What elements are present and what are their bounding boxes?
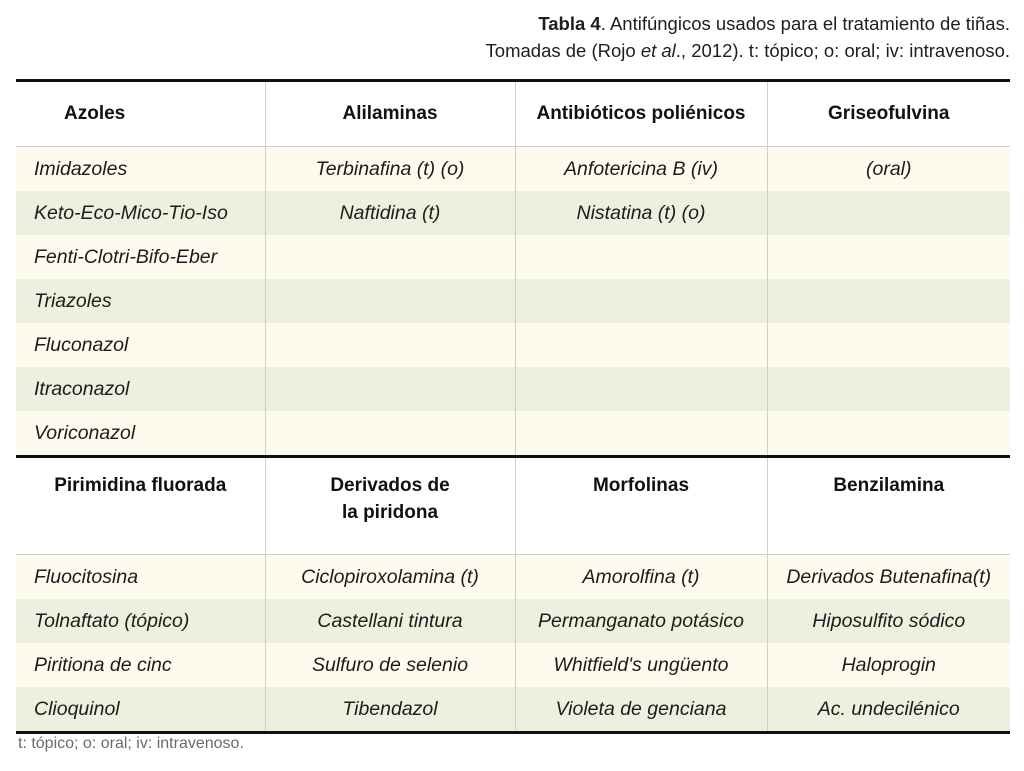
table-row [16, 191, 1010, 235]
table-cell: Whitfield's ungüento [515, 643, 767, 687]
table-cell [515, 323, 767, 367]
table-cell: Anfotericina B (iv) [515, 147, 767, 192]
caption-source-italic: et al [640, 40, 676, 61]
header-pirimidina-fluorada: Pirimidina fluorada [16, 457, 265, 555]
table-cell [767, 279, 1010, 323]
header-derivados-line-2: la piridona [341, 502, 439, 523]
table-cell: Triazoles [16, 279, 265, 323]
table-cell [515, 411, 767, 457]
table-cell [767, 323, 1010, 367]
table-cell: Tibendazol [265, 687, 515, 733]
table-cell [515, 279, 767, 323]
header-derivados-piridona [265, 457, 515, 555]
table-row [16, 367, 1010, 411]
header-alilaminas: Alilaminas [265, 81, 515, 147]
table-cell: Amorolfina (t) [515, 555, 767, 600]
table-cell [265, 411, 515, 457]
table-row [16, 411, 1010, 457]
table-cell [515, 367, 767, 411]
table-row [16, 235, 1010, 279]
header-antibioticos-polienicos: Antibióticos poliénicos [515, 81, 767, 147]
table-cell: Naftidina (t) [265, 191, 515, 235]
header-griseofulvina: Griseofulvina [767, 81, 1010, 147]
antifungal-table [16, 79, 1010, 734]
table-cell [265, 235, 515, 279]
table-cell: Fluocitosina [16, 555, 265, 600]
table-row [16, 147, 1010, 192]
header-azoles: Azoles [16, 81, 265, 147]
table-row [16, 555, 1010, 600]
table-row [16, 599, 1010, 643]
table-cell [767, 367, 1010, 411]
table-cell: Piritiona de cinc [16, 643, 265, 687]
table-cell: Terbinafina (t) (o) [265, 147, 515, 192]
table-cell: Fenti-Clotri-Bifo-Eber [16, 235, 265, 279]
table-cell: Permanganato potásico [515, 599, 767, 643]
table-cell: Castellani tintura [265, 599, 515, 643]
table-cell: Ciclopiroxolamina (t) [265, 555, 515, 600]
table-cell: Tolnaftato (tópico) [16, 599, 265, 643]
caption-source-prefix: Tomadas de (Rojo [485, 40, 641, 61]
table-cell: Clioquinol [16, 687, 265, 733]
table-cell: Itraconazol [16, 367, 265, 411]
table-cell: Imidazoles [16, 147, 265, 192]
table-caption [486, 10, 1010, 64]
header-row-1 [16, 81, 1010, 147]
table-cell: Nistatina (t) (o) [515, 191, 767, 235]
table-footnote: t: tópico; o: oral; iv: intravenoso. [18, 735, 244, 752]
header-row-2 [16, 457, 1010, 555]
table-cell: (oral) [767, 147, 1010, 192]
table-cell: Keto-Eco-Mico-Tio-Iso [16, 191, 265, 235]
table-cell [767, 191, 1010, 235]
table-cell [265, 279, 515, 323]
table-row [16, 279, 1010, 323]
table-cell [265, 367, 515, 411]
table-cell: Violeta de genciana [515, 687, 767, 733]
table-cell [767, 411, 1010, 457]
table-row [16, 687, 1010, 733]
table-cell: Voriconazol [16, 411, 265, 457]
table-cell [265, 323, 515, 367]
table-cell [767, 235, 1010, 279]
table-cell: Hiposulfito sódico [767, 599, 1010, 643]
header-morfolinas: Morfolinas [515, 457, 767, 555]
header-derivados-line-1: Derivados de [330, 475, 450, 496]
table-cell: Haloprogin [767, 643, 1010, 687]
table-cell: Sulfuro de selenio [265, 643, 515, 687]
header-benzilamina: Benzilamina [767, 457, 1010, 555]
table-cell: Ac. undecilénico [767, 687, 1010, 733]
table-row [16, 323, 1010, 367]
caption-title: . Antifúngicos usados para el tratamiento de tiñas. [600, 13, 1010, 34]
table-cell [515, 235, 767, 279]
caption-source-line [486, 37, 1010, 64]
table-cell: Derivados Butenafina(t) [767, 555, 1010, 600]
caption-source-suffix: ., 2012). t: tópico; o: oral; iv: intravenoso. [675, 40, 1010, 61]
caption-label: Tabla 4 [538, 13, 601, 34]
caption-title-line [486, 10, 1010, 37]
table-cell: Fluconazol [16, 323, 265, 367]
table-row [16, 643, 1010, 687]
